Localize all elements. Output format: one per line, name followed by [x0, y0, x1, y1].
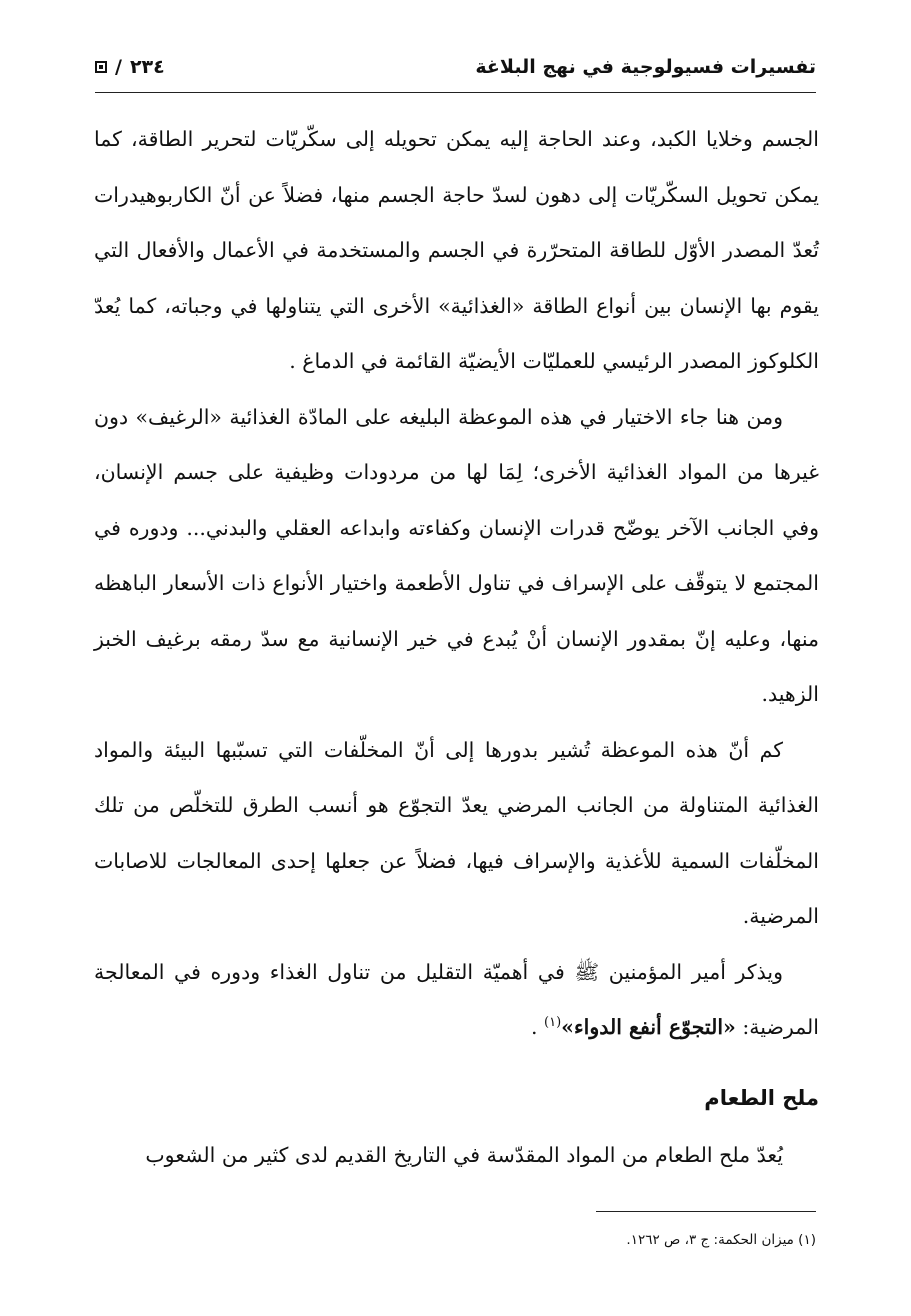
section-paragraph: يُعدّ ملح الطعام من المواد المقدّسة في التاريخ القديم لدى كثير من الشعوب [145, 1143, 783, 1167]
section-title: ملح الطعام [704, 1086, 819, 1110]
page-number-group [95, 56, 165, 78]
page-number: ٢٣٤ [129, 56, 165, 78]
paragraph-4-end: . [530, 1015, 538, 1039]
header-rule [95, 92, 816, 93]
hadith-quote: «التجوّع أنفع الدواء» [561, 1015, 736, 1039]
footnote-reference: (١) [544, 1015, 562, 1031]
paragraph-3: كم أنّ هذه الموعظة تُشير بدورها إلى أنّ المخلّفات التي تسبّبها البيئة والمواد الغذائية المتناولة من الجانب المرضي يعدّ التجوّع هو أنسب الطرق للتخلّص من تلك المخلّفات السمية للأغذية والإسراف فيها، فضلاً عن جعلها إحدى المعالجات للاصابات المرضية. [94, 737, 819, 928]
paragraph-4 [94, 945, 819, 1056]
page-number-separator: / [115, 56, 122, 78]
paragraph-4-text: ويذكر أمير المؤمنين ﷺ في أهميّة التقليل من تناول الغذاء ودوره في المعالجة المرضية: [94, 959, 819, 1039]
body-text [94, 112, 819, 1056]
footnote: (١) ميزان الحكمة: ج ٣، ص ١٢٦٢. [626, 1232, 816, 1248]
paragraph-1: الجسم وخلايا الكبد، وعند الحاجة إليه يمكن تحويله إلى سكّريّات لتحرير الطاقة، كما يمكن تحويل السكّريّات إلى دهون لسدّ حاجة الجسم منها، فضلاً عن أنّ الكاربوهيدرات تُعدّ المصدر الأوّل للطاقة المتحرّرة في الجسم والمستخدمة في الأعمال والأفعال التي يقوم بها الإنسان بين أنواع الطاقة «الغذائية» الأخرى التي يتناولها في وجباته، كما يُعدّ الكلوكوز المصدر الرئيسي للعمليّات الأيضيّة القائمة في الدماغ . [94, 127, 819, 373]
square-ornament-icon [95, 61, 107, 73]
paragraph-2: ومن هنا جاء الاختيار في هذه الموعظة البليغه على المادّة الغذائية «الرغيف» دون غيرها من المواد الغذائية الأخرى؛ لِمَا لها من مردودات وظيفية على جسم الإنسان، وفي الجانب الآخر يوضّح قدرات الإنسان وكفاءته وابداعه العقلي والبدني... ودوره في المجتمع لا يتوقّف على الإسراف في تناول الأطعمة واختيار الأنواع ذات الأسعار الباهظه منها، وعليه إنّ بمقدور الإنسان أنْ يُبدع في خير الإنسانية مع سدّ رمقه برغيف الخبز الزهيد. [94, 404, 819, 706]
footnote-rule [596, 1211, 816, 1212]
running-head [95, 50, 816, 84]
running-head-title: تفسيرات فسيولوجية في نهج البلاغة [475, 56, 816, 78]
